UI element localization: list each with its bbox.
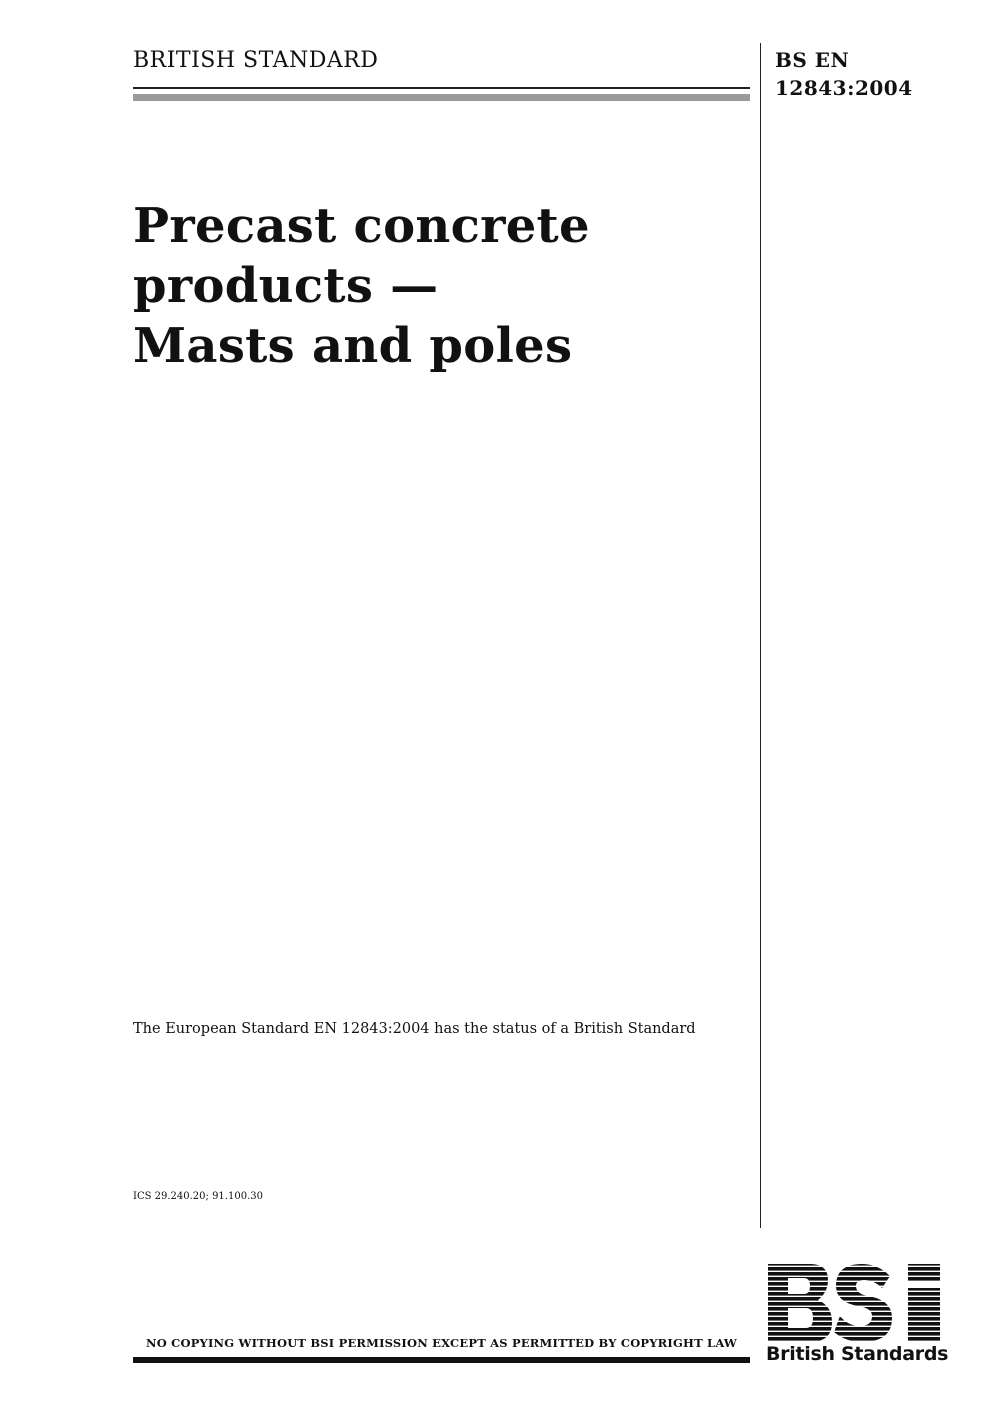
title-line-1: Precast concrete <box>133 198 590 254</box>
designation-line-2: 12843:2004 <box>775 76 913 100</box>
standard-designation <box>775 46 913 102</box>
title-line-2: products — <box>133 258 439 314</box>
title-line-3: Masts and poles <box>133 318 573 374</box>
bsi-logo-subtitle: British Standards <box>766 1343 949 1365</box>
designation-line-1: BS EN <box>775 48 850 72</box>
copyright-notice: NO COPYING WITHOUT BSI PERMISSION EXCEPT AS PERMITTED BY COPYRIGHT LAW <box>145 1336 738 1350</box>
ics-codes: ICS 29.240.20; 91.100.30 <box>133 1191 263 1202</box>
status-note: The European Standard EN 12843:2004 has the status of a British Standard <box>133 1021 696 1037</box>
document-series-label: BRITISH STANDARD <box>133 48 379 73</box>
document-title <box>133 196 743 376</box>
header-rule-thick <box>133 94 750 101</box>
copyright-rule <box>133 1357 750 1363</box>
header-rule-thin <box>133 87 750 89</box>
side-divider <box>760 43 761 1228</box>
